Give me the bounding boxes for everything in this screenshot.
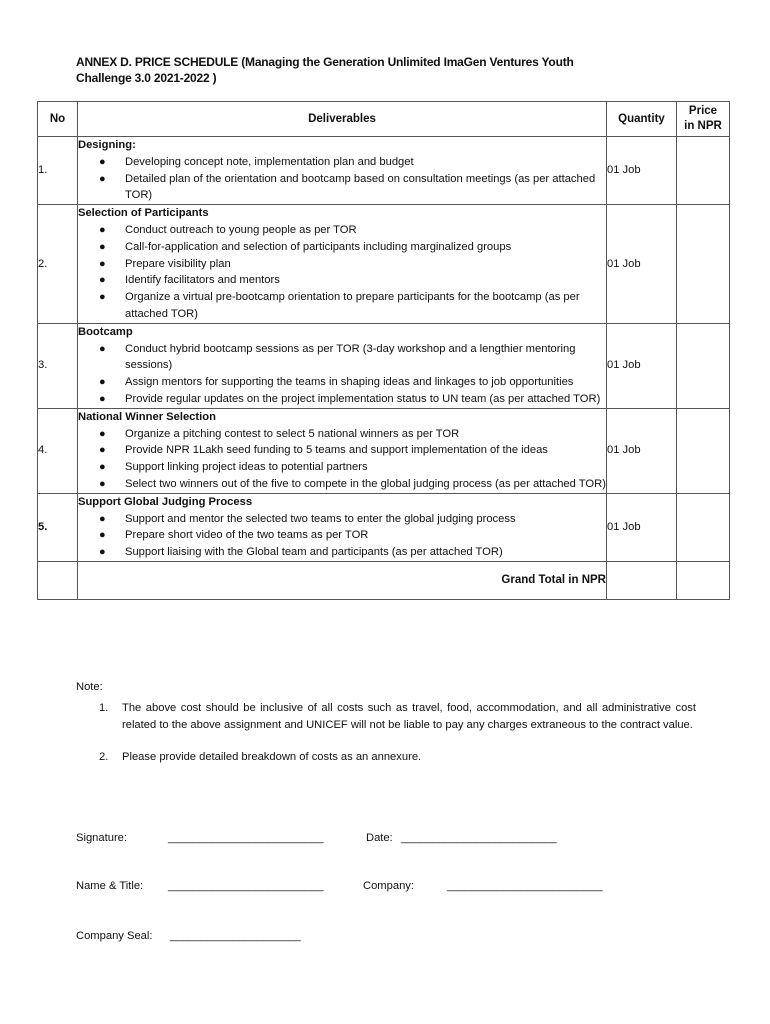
list-item xyxy=(78,374,606,391)
deliverable-cell xyxy=(78,493,607,561)
header-price-line-2: in NPR xyxy=(684,120,722,132)
list-item-text: Provide NPR 1Lakh seed funding to 5 teams and support implementation of the ideas xyxy=(125,444,548,457)
list-item-text: Organize a pitching contest to select 5 national winners as per TOR xyxy=(125,427,460,440)
company-line[interactable]: _________________________ xyxy=(447,880,603,892)
list-item xyxy=(78,459,606,476)
name-title-label: Name & Title: xyxy=(76,880,144,892)
table-row xyxy=(38,205,730,324)
list-item-text: Provide regular updates on the project implementation status to UN team (as per attached TOR) xyxy=(125,392,601,405)
list-item-text: Identify facilitators and mentors xyxy=(125,274,280,287)
note-heading: Note: xyxy=(76,681,103,693)
table-row xyxy=(38,137,730,205)
deliverable-title: Selection of Participants xyxy=(78,207,209,220)
bullet-icon: ● xyxy=(99,291,106,304)
row-number: 1. xyxy=(38,137,78,205)
signature-label: Signature: xyxy=(76,832,127,844)
header-no: No xyxy=(38,102,78,137)
bullet-icon: ● xyxy=(99,512,106,525)
list-item xyxy=(78,256,606,273)
note-text: Please provide detailed breakdown of costs as an annexure. xyxy=(122,751,422,764)
list-item xyxy=(78,171,606,205)
bullet-icon: ● xyxy=(99,376,106,389)
list-item xyxy=(78,341,606,375)
date-line[interactable]: _________________________ xyxy=(401,832,557,844)
bullet-icon: ● xyxy=(99,257,106,270)
header-price-line-1: Price xyxy=(688,105,718,117)
bullet-icon: ● xyxy=(99,172,106,185)
price-cell[interactable] xyxy=(677,205,730,324)
list-item xyxy=(78,272,606,289)
header-price xyxy=(677,102,730,137)
table-header-row xyxy=(38,102,730,137)
company-label: Company: xyxy=(363,880,414,892)
bullet-icon: ● xyxy=(99,427,106,440)
signature-line[interactable]: _________________________ xyxy=(168,832,324,844)
table-row xyxy=(38,493,730,561)
list-item-text: Select two winners out of the five to compete in the global judging process (as per attached TOR) xyxy=(125,477,606,490)
deliverable-title: National Winner Selection xyxy=(78,410,216,423)
bullet-icon: ● xyxy=(99,240,106,253)
list-item xyxy=(78,544,606,561)
list-item-text: Detailed plan of the orientation and bootcamp based on consultation meetings (as per attached TOR) xyxy=(125,172,596,202)
note-number: 2. xyxy=(99,751,109,764)
list-item-text: Prepare short video of the two teams as per TOR xyxy=(125,529,369,542)
table-row xyxy=(38,408,730,493)
price-schedule-table xyxy=(37,101,730,600)
list-item-text: Support liaising with the Global team and participants (as per attached TOR) xyxy=(125,546,503,559)
bullet-icon: ● xyxy=(99,342,106,355)
bullet-icon: ● xyxy=(99,546,106,559)
price-cell[interactable] xyxy=(677,137,730,205)
date-label: Date: xyxy=(366,832,393,844)
list-item-text: Developing concept note, implementation plan and budget xyxy=(125,155,414,168)
header-quantity: Quantity xyxy=(607,102,677,137)
document-title xyxy=(76,54,636,86)
quantity-cell: 01 Job xyxy=(607,408,677,493)
deliverable-cell xyxy=(78,137,607,205)
title-line-1: ANNEX D. PRICE SCHEDULE (Managing the Generation Unlimited ImaGen Ventures Youth xyxy=(76,55,574,69)
list-item-text: Organize a virtual pre-bootcamp orientation to prepare participants for the bootcamp (as per attached TOR) xyxy=(125,291,580,320)
deliverable-cell xyxy=(78,408,607,493)
list-item xyxy=(78,222,606,239)
row-number: 3. xyxy=(38,323,78,408)
company-seal-label: Company Seal: xyxy=(76,930,153,942)
list-item-text: Call-for-application and selection of participants including marginalized groups xyxy=(125,240,512,253)
note-number: 1. xyxy=(99,701,109,714)
list-item-text: Conduct hybrid bootcamp sessions as per TOR (3-day workshop and a lengthier mentoring sessions) xyxy=(125,342,576,372)
bullet-icon: ● xyxy=(99,155,106,168)
quantity-cell: 01 Job xyxy=(607,137,677,205)
note-item xyxy=(76,700,696,734)
list-item xyxy=(78,442,606,459)
row-number: 2. xyxy=(38,205,78,324)
deliverable-cell xyxy=(78,323,607,408)
grand-total-label: Grand Total in NPR xyxy=(78,561,607,599)
list-item xyxy=(78,511,606,528)
bullet-icon: ● xyxy=(99,392,106,405)
grand-total-price-cell[interactable] xyxy=(677,561,730,599)
name-title-line[interactable]: _________________________ xyxy=(168,880,324,892)
list-item xyxy=(78,476,606,493)
quantity-cell: 01 Job xyxy=(607,323,677,408)
price-cell[interactable] xyxy=(677,323,730,408)
list-item xyxy=(78,426,606,443)
note-item xyxy=(76,749,696,766)
list-item xyxy=(78,289,606,323)
deliverable-title: Bootcamp xyxy=(78,325,133,338)
bullet-icon: ● xyxy=(99,477,106,490)
note-text: The above cost should be inclusive of all costs such as travel, food, accommodation, and all administrative cost related to the above assignment and UNICEF will not be liable to pay any charges extraneous to the contract value. xyxy=(122,701,696,731)
quantity-cell: 01 Job xyxy=(607,205,677,324)
table-row xyxy=(38,323,730,408)
row-number: 5. xyxy=(38,493,78,561)
deliverable-cell xyxy=(78,205,607,324)
price-cell[interactable] xyxy=(677,493,730,561)
list-item-text: Support and mentor the selected two teams to enter the global judging process xyxy=(125,512,516,525)
grand-total-row xyxy=(38,561,730,599)
bullet-icon: ● xyxy=(99,274,106,287)
list-item xyxy=(78,239,606,256)
price-cell[interactable] xyxy=(677,408,730,493)
list-item xyxy=(78,154,606,171)
title-line-2: Challenge 3.0 2021-2022 ) xyxy=(76,71,217,85)
list-item xyxy=(78,527,606,544)
bullet-icon: ● xyxy=(99,461,106,474)
row-number: 4. xyxy=(38,408,78,493)
list-item-text: Assign mentors for supporting the teams in shaping ideas and linkages to job opportunities xyxy=(125,376,574,389)
list-item-text: Prepare visibility plan xyxy=(125,257,231,270)
empty-cell xyxy=(38,561,78,599)
header-deliverables: Deliverables xyxy=(78,102,607,137)
bullet-icon: ● xyxy=(99,529,106,542)
list-item-text: Support linking project ideas to potential partners xyxy=(125,461,368,474)
deliverable-title: Designing: xyxy=(78,139,136,151)
note-section xyxy=(76,679,696,766)
empty-cell xyxy=(607,561,677,599)
bullet-icon: ● xyxy=(99,444,106,457)
company-seal-line[interactable]: _____________________ xyxy=(170,930,301,942)
quantity-cell: 01 Job xyxy=(607,493,677,561)
list-item-text: Conduct outreach to young people as per TOR xyxy=(125,223,357,236)
list-item xyxy=(78,391,606,408)
bullet-icon: ● xyxy=(99,223,106,236)
deliverable-title: Support Global Judging Process xyxy=(78,495,253,508)
